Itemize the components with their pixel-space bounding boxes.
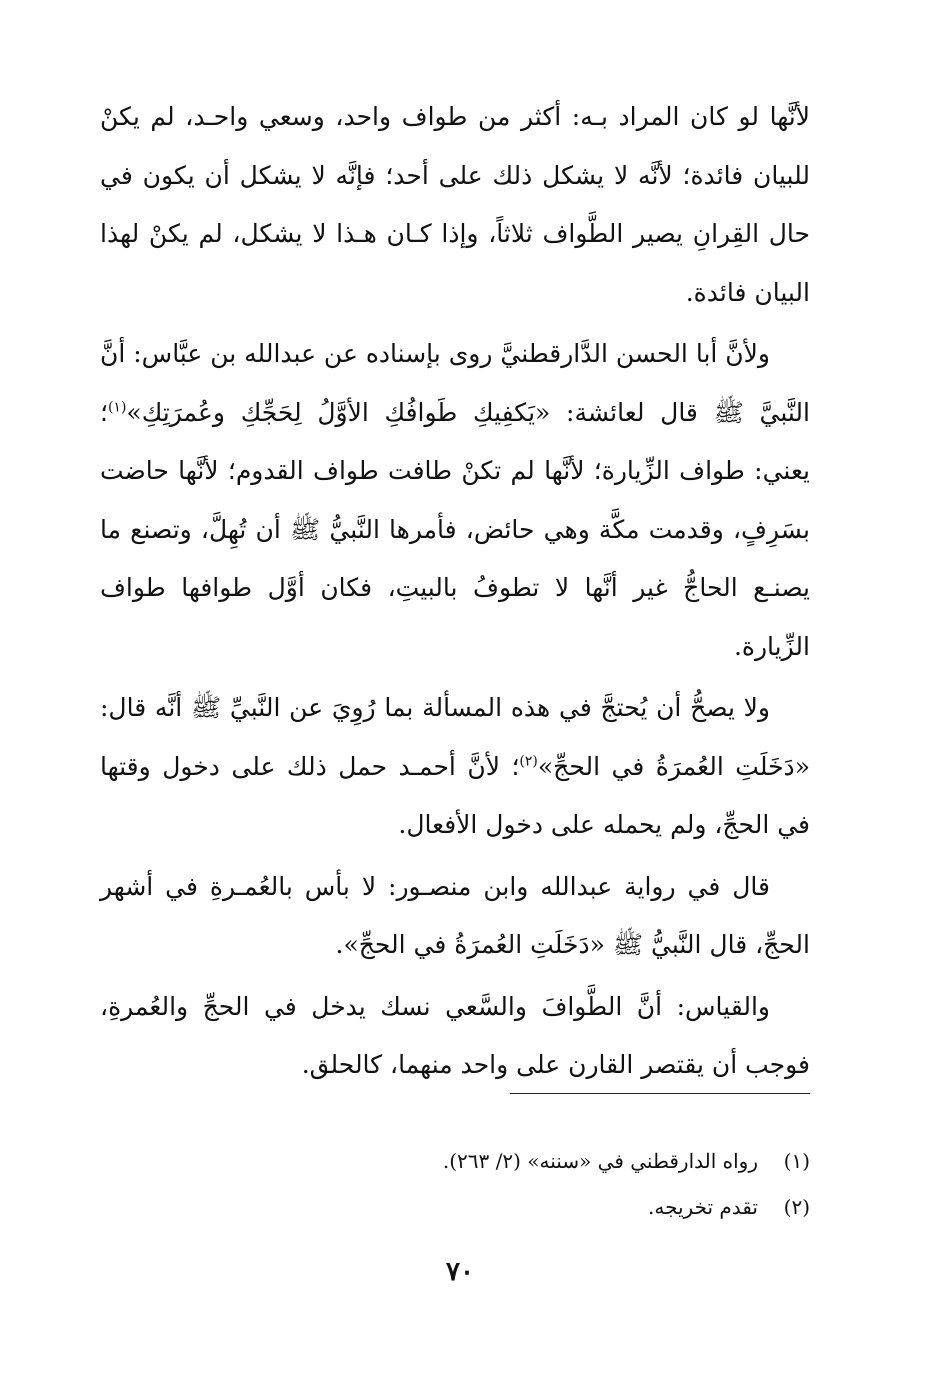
footnote-2-text: تقدم تخريجه. xyxy=(648,1195,758,1219)
paragraph-4-text: قال في رواية عبدالله وابن منصـور: لا بأس بالعُمـرةِ في أشهر الحجِّ، قال النَّبيُّ ﷺ «دَخَلَتِ العُمرَةُ في الحجِّ». xyxy=(100,871,810,959)
paragraph-4 xyxy=(100,858,810,975)
footnote-1-text: رواه الدارقطني في «سننه» (٢/ ٢٦٣). xyxy=(442,1149,758,1173)
paragraph-2-text: ولأنَّ أبا الحسن الدَّارقطنيَّ روى بإسناده عن عبدالله بن عبَّاس: أنَّ النَّبيَّ ﷺ قال لعائشة: «يَكفِيكِ طَوافُكِ الأوَّلُ لِحَجِّكِ وعُمرَتِكِ» xyxy=(100,339,810,427)
footnote-2 xyxy=(300,1184,810,1230)
paragraph-2-rest: ؛ يعني: طواف الزِّيارة؛ لأنَّها لم تكنْ طافت طواف القدوم؛ لأنَّها حاضت بسَرِفٍ، وقدمت مكَّة وهي حائض، فأمرها النَّبيُّ ﷺ أن تُهِلَّ، وتصنع ما يصنـع الحاجُّ غير أنَّها لا تطوفُ بالبيتِ، فكان أوَّل طوافها طواف الزِّيارة. xyxy=(100,397,810,661)
footnote-ref-2[interactable]: (٢) xyxy=(519,753,538,770)
main-text xyxy=(100,88,810,1098)
footnote-1 xyxy=(300,1138,810,1184)
paragraph-5-text: والقياس: أنَّ الطَّوافَ والسَّعي نسك يدخل في الحجِّ والعُمرةِ، فوجب أن يقتصر القارن على واحد منهما، كالحلق. xyxy=(100,991,810,1079)
paragraph-1-text: لأنَّها لو كان المراد بـه: أكثر من طواف واحد، وسعي واحـد، لم يكنْ للبيان فائدة؛ لأنَّه لا يشكل ذلك على أحد؛ فإنَّه لا يشكل أن يكون في حال القِرانِ يصير الطَّواف ثلاثاً، وإذا كـان هـذا لا يشكل، لم يكنْ لهذا البيان فائدة. xyxy=(100,102,810,307)
paragraph-3 xyxy=(100,679,810,855)
footnote-2-number: (٢) xyxy=(783,1195,810,1219)
paragraph-3-text: ولا يصحُّ أن يُحتجَّ في هذه المسألة بما رُوِيَ عن النَّبيِّ ﷺ أنَّه قال: «دَخَلَتِ العُمرَةُ في الحجِّ» xyxy=(100,693,810,781)
footnotes xyxy=(300,1138,810,1230)
footnote-ref-1[interactable]: (١) xyxy=(107,399,127,416)
footnote-divider xyxy=(510,1093,810,1094)
paragraph-3-rest: ؛ لأنَّ أحمـد حمل ذلك على دخول وقتها في الحجِّ، ولم يحمله على دخول الأفعال. xyxy=(100,751,810,839)
paragraph-5 xyxy=(100,978,810,1095)
footnote-1-number: (١) xyxy=(783,1149,810,1173)
paragraph-1 xyxy=(100,88,810,322)
page-number: ٧٠ xyxy=(446,1257,474,1287)
paragraph-2 xyxy=(100,325,810,676)
